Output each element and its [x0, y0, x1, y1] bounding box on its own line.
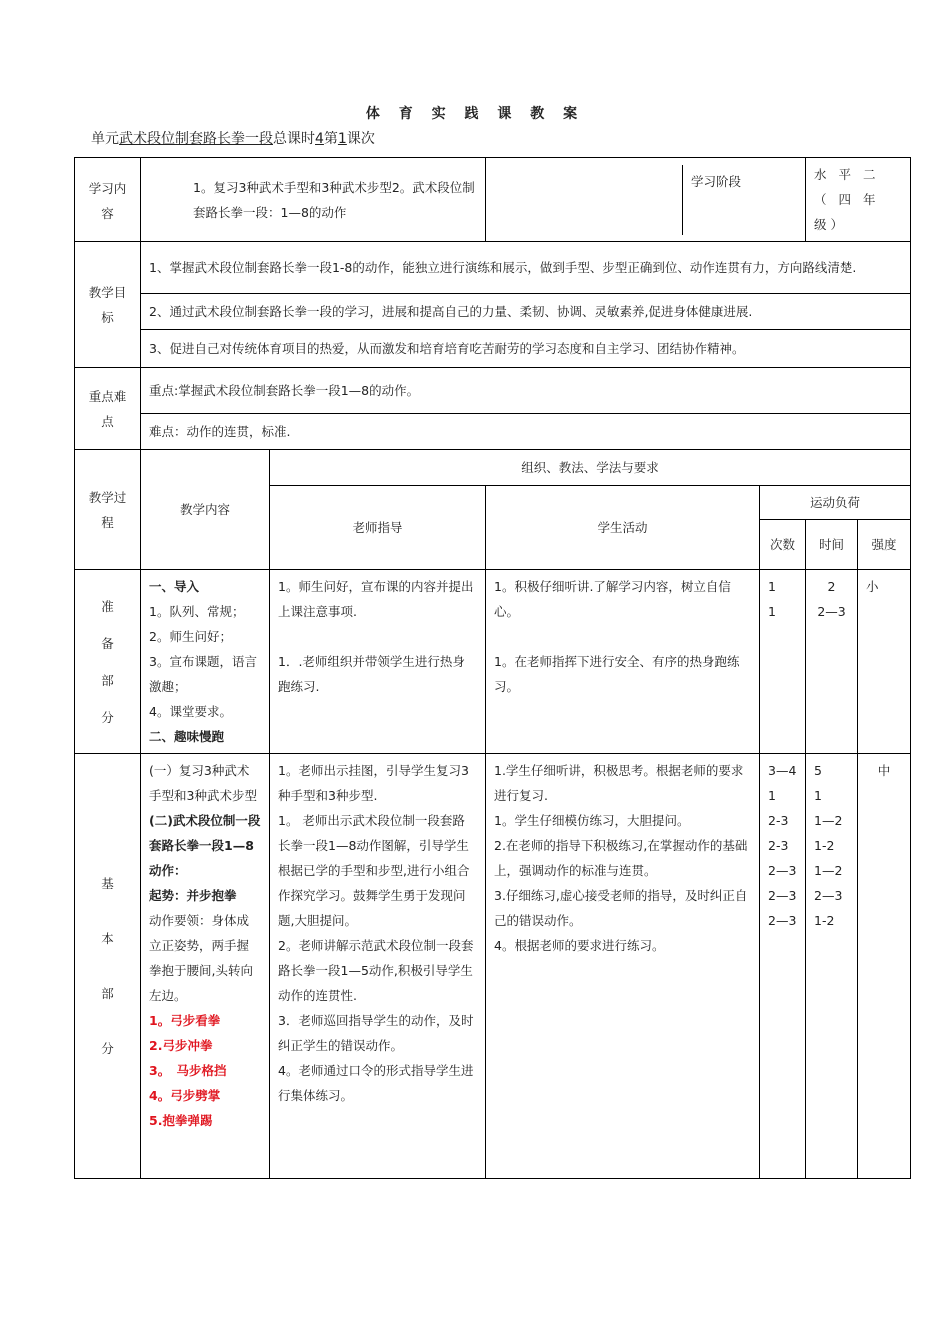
prep-count-cell	[760, 570, 806, 754]
basic-count-cell	[760, 754, 806, 1179]
lesson-prefix: 第	[323, 131, 338, 147]
content-header: 教学内容	[179, 502, 230, 517]
lesson-plan-table	[74, 157, 911, 1179]
prep-intensity-cell	[858, 570, 911, 754]
basic-label-cell	[75, 754, 141, 1179]
prep-student-line: 1。积极仔细听讲.了解学习内容，树立自信心。	[494, 579, 731, 619]
load-header: 运动负荷	[810, 495, 861, 510]
prep-count: 1	[768, 604, 776, 619]
prep-time-cell	[806, 570, 858, 754]
basic-time: 1—2	[814, 813, 843, 828]
stage-label: 学习阶段	[691, 173, 742, 189]
basic-time: 1-2	[814, 913, 835, 928]
stage-value: 水 平 二 （ 四 年级）	[814, 167, 880, 232]
basic-count: 3—4	[768, 763, 797, 778]
basic-time: 1—2	[814, 863, 843, 878]
document-title: 体 育 实 践 课 教 案	[365, 106, 585, 122]
goal-text-2: 2、通过武术段位制套路长拳一段的学习，进展和提高自己的力量、柔韧、协调、灵敏素养,促进身体健康进展.	[149, 304, 753, 319]
org-header-cell	[270, 450, 911, 486]
basic-student-line: 2.在老师的指导下积极练习,在掌握动作的基础上，强调动作的标准与连贯。	[494, 838, 748, 878]
goal-item-2	[141, 294, 911, 330]
basic-student-line: 1.学生仔细听讲，积极思考。根据老师的要求进行复习.	[494, 763, 744, 803]
basic-move: 3。 马步格挡	[149, 1063, 227, 1078]
basic-content-routine: (二)武术段位制一段套路长拳一段1—8动作：	[149, 813, 261, 878]
process-label: 教学过程	[88, 489, 127, 530]
basic-student-cell	[486, 754, 760, 1179]
prep-content-line: 4。课堂要求。	[149, 704, 232, 719]
basic-time: 1	[814, 788, 822, 803]
prep-teacher-spacer	[278, 624, 477, 649]
lesson-header	[91, 128, 375, 148]
basic-move: 1。弓步看拳	[149, 1013, 221, 1028]
key-point-cell	[141, 368, 911, 414]
intensity-header: 强度	[871, 537, 897, 552]
prep-count: 1	[768, 579, 776, 594]
basic-student-line: 1。学生仔细模仿练习，大胆提问。	[494, 813, 690, 828]
basic-teacher-line: 1。老师出示挂图，引导学生复习3种手型和3种步型.	[278, 763, 469, 803]
basic-teacher-line: 1。 老师出示武术段位制一段套路长拳一段1—8动作图解，引导学生根据已学的手型和步型,进行小组合作探究学习。鼓舞学生勇于发现问题,大胆提问。	[278, 813, 470, 928]
time-header-cell	[806, 520, 858, 570]
load-header-cell	[760, 486, 911, 520]
goal-item-3	[141, 330, 911, 368]
basic-move: 5.抱拳弹踢	[149, 1113, 213, 1128]
basic-time: 2—3	[814, 888, 843, 903]
prep-label: 准备部分	[101, 598, 114, 725]
total-lessons: 4	[315, 131, 324, 147]
unit-prefix: 单元	[91, 131, 119, 147]
prep-student-spacer	[494, 624, 751, 649]
prep-content-line: 1。队列、常规；	[149, 604, 245, 619]
difficulty-cell	[141, 414, 911, 450]
goal-item-1	[141, 242, 911, 294]
basic-move: 2.弓步冲拳	[149, 1038, 213, 1053]
prep-teacher-line: 1。师生问好，宣布课的内容并提出上课注意事项.	[278, 579, 474, 619]
basic-count: 2—3	[768, 913, 797, 928]
content-text: 1。复习3种武术手型和3种武术步型2。武术段位制套路长拳一段：1—8的动作	[193, 179, 475, 220]
basic-content-review: (一）复习3种武术手型和3种武术步型	[149, 763, 257, 803]
unit-name: 武术段位制套路长拳一段	[119, 131, 273, 147]
prep-content-line: 一、导入	[149, 579, 200, 594]
process-label-cell	[75, 450, 141, 570]
basic-intensity: 中	[877, 763, 891, 778]
prep-content-line: 2。师生问好；	[149, 629, 232, 644]
key-label-cell	[75, 368, 141, 450]
prep-student-cell	[486, 570, 760, 754]
student-header: 学生活动	[597, 520, 648, 535]
prep-student-line: 1。在老师指挥下进行安全、有序的热身跑练习。	[494, 654, 740, 694]
lesson-suffix: 课次	[346, 131, 375, 147]
time-header: 时间	[819, 537, 845, 552]
lesson-number: 1	[337, 131, 347, 147]
teacher-header-cell	[270, 486, 486, 570]
goal-text-1: 1、掌握武术段位制套路长拳一段1-8的动作，能独立进行演练和展示，做到手型、步型正确到位、动作连贯有力，方向路线清楚.	[149, 260, 857, 275]
total-prefix: 总课时	[273, 131, 315, 147]
key-point: 重点:掌握武术段位制套路长拳一段1—8的动作。	[149, 383, 420, 398]
basic-count: 2—3	[768, 863, 797, 878]
prep-label-cell	[75, 570, 141, 754]
key-label: 重点难点	[88, 388, 127, 429]
content-label-cell	[75, 158, 141, 242]
goal-text-3: 3、促进自己对传统体育项目的热爱，从而激发和培育培育吃苦耐劳的学习态度和自主学习、团结协作精神。	[149, 341, 745, 356]
basic-time: 5	[814, 763, 822, 778]
basic-teacher-cell	[270, 754, 486, 1179]
basic-move: 4。弓步劈掌	[149, 1088, 221, 1103]
prep-time: 2—3	[817, 604, 846, 619]
prep-teacher-line: 1．.老师组织并带领学生进行热身跑练习.	[278, 654, 465, 694]
basic-intensity-cell	[858, 754, 911, 1179]
stage-value-cell	[806, 158, 911, 242]
basic-student-line: 4。根据老师的要求进行练习。	[494, 938, 665, 953]
count-header: 次数	[770, 537, 796, 552]
basic-student-line: 3.仔细练习,虚心接受老师的指导，及时纠正自己的错误动作。	[494, 888, 748, 928]
basic-count: 1	[768, 788, 776, 803]
basic-teacher-line: 4。老师通过口令的形式指导学生进行集体练习。	[278, 1063, 474, 1103]
basic-essentials: 动作要领：身体成立正姿势，两手握拳抱于腰间,头转向左边。	[149, 913, 253, 1003]
intensity-header-cell	[858, 520, 911, 570]
prep-content-line: 3。宣布课题，语言激趣；	[149, 654, 257, 694]
org-header: 组织、教法、学法与要求	[521, 460, 659, 475]
stage-spacer	[486, 165, 683, 235]
difficulty: 难点：动作的连贯，标准.	[149, 424, 291, 439]
teacher-header: 老师指导	[352, 520, 403, 535]
content-label: 学习内容	[88, 181, 127, 221]
basic-time: 1-2	[814, 838, 835, 853]
count-header-cell	[760, 520, 806, 570]
prep-intensity: 小	[866, 579, 879, 594]
basic-count: 2—3	[768, 888, 797, 903]
prep-time: 2	[827, 579, 836, 594]
prep-content-cell	[141, 570, 270, 754]
goals-label: 教学目标	[88, 284, 127, 325]
content-text-cell	[141, 158, 486, 242]
basic-label: 基本部分	[101, 876, 114, 1056]
basic-time-cell	[806, 754, 858, 1179]
stage-label-cell	[683, 165, 806, 235]
goals-label-cell	[75, 242, 141, 368]
basic-teacher-line: 3．老师巡回指导学生的动作，及时纠正学生的错误动作。	[278, 1013, 474, 1053]
prep-teacher-cell	[270, 570, 486, 754]
prep-content-line: 二、趣味慢跑	[149, 729, 225, 744]
basic-content-cell	[141, 754, 270, 1179]
basic-teacher-line: 2。老师讲解示范武术段位制一段套路长拳一段1—5动作,积极引导学生动作的连贯性.	[278, 938, 474, 1003]
stage-split-cell	[486, 158, 806, 242]
basic-start-label: 起势：并步抱拳	[149, 888, 237, 903]
content-header-cell	[141, 450, 270, 570]
student-header-cell	[486, 486, 760, 570]
basic-count: 2-3	[768, 813, 789, 828]
basic-count: 2-3	[768, 838, 789, 853]
